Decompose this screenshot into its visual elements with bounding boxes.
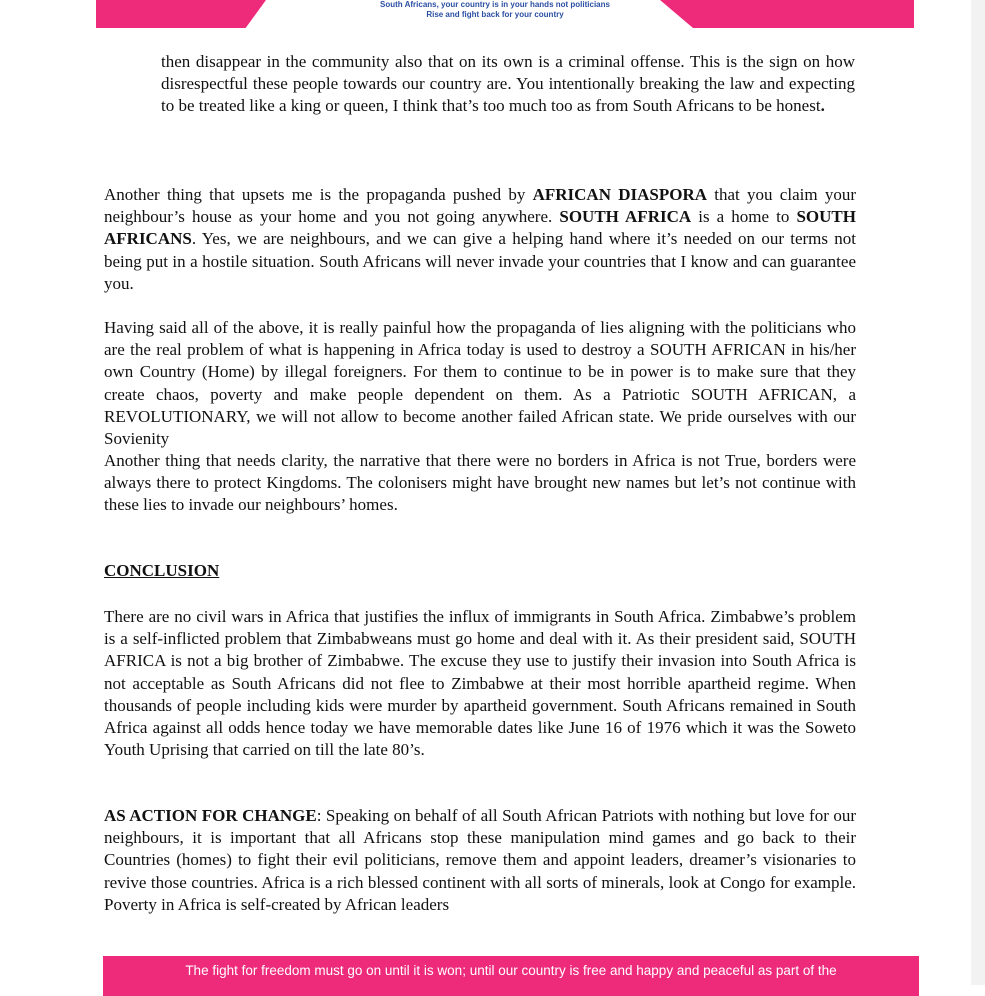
paragraph-4 bbox=[104, 450, 856, 517]
paragraph-6-text: : Speaking on behalf of all South African Patriots with nothing but love for our neighbours, it is important that all Africans stop these manipulation mind games and go back to their Countries (homes) to fight their evil politicians, remove them and appoint leaders, dreamer’s visionaries to revive those countries. Africa is a rich blessed continent with all sorts of minerals, look at Congo for example. Poverty in Africa is self-created by African leaders bbox=[104, 806, 856, 914]
paragraph-2-text-e: is a home to bbox=[691, 207, 797, 227]
paragraph-2-text-c: that you claim your neighbour’s house as your home and you not going anywhere. bbox=[104, 185, 856, 227]
header-tagline-line1: South Africans, your country is in your hands not politicians bbox=[380, 0, 610, 9]
scroll-gutter bbox=[971, 0, 985, 985]
paragraph-5 bbox=[104, 606, 856, 761]
paragraph-4-text: Another thing that needs clarity, the narrative that there were no borders in Africa is not True, borders were always there to protect Kingdoms. The colonisers might have brought new names but let’s not continue with these lies to invade our neighbours’ homes. bbox=[104, 451, 856, 515]
paragraph-2-text-a: Another thing that upsets me is the propaganda pushed by bbox=[104, 185, 533, 204]
footer-quote: The fight for freedom must go on until it is won; until our country is free and happy and peaceful as part of the bbox=[185, 963, 837, 978]
paragraph-5-text: There are no civil wars in Africa that justifies the influx of immigrants in South Africa. Zimbabwe’s problem is a self-inflicted problem that Zimbabweans must go home and deal with it. As their president said, SOUTH AFRICA is not a big brother of Zimbabwe. The excuse they use to justify their invasion into South Africa is not acceptable as South Africans did not flee to Zimbabwe at their most horrible apartheid regime. When thousands of people including kids were murder by apartheid government. South Africans remained in South Africa against all odds hence today we have memorable dates like June 16 of 1976 which it was the Soweto Youth Uprising that carried on till the late 80’s. bbox=[104, 607, 856, 760]
paragraph-3-text: Having said all of the above, it is really painful how the propaganda of lies aligning with the politicians who are the real problem of what is happening in Africa today is used to destroy a SOUTH AFRICAN in his/her own Country (Home) by illegal foreigners. For them to continue to be in power is to make sure that they create chaos, poverty and make people dependent on them. As a Patriotic SOUTH AFRICAN, a REVOLUTIONARY, we will not allow to become another failed African state. We pride ourselves with our Sovienity bbox=[104, 318, 856, 449]
header-banner-right bbox=[660, 0, 914, 28]
header-banner-left bbox=[96, 0, 266, 28]
paragraph-2-bold-south-africans: SOUTH AFRICANS bbox=[104, 207, 856, 249]
paragraph-6 bbox=[104, 805, 856, 916]
paragraph-1-text: then disappear in the community also that on its own is a criminal offense. This is the sign on how disrespectful these people towards our country are. You intentionally breaking the law and expecting to be treated like a king or queen, I think that’s too much too as from South Africans to be honest bbox=[161, 52, 855, 116]
paragraph-2-bold-south-africa: SOUTH AFRICA bbox=[559, 207, 692, 227]
paragraph-2 bbox=[104, 184, 856, 295]
action-for-change-label: AS ACTION FOR CHANGE bbox=[104, 806, 317, 825]
paragraph-1 bbox=[161, 51, 855, 118]
header-tagline bbox=[300, 0, 690, 20]
paragraph-2-bold-diaspora: AFRICAN DIASPORA bbox=[532, 185, 708, 204]
header-tagline-line2: Rise and fight back for your country bbox=[426, 10, 564, 19]
paragraph-2-text-g: . Yes, we are neighbours, and we can give a helping hand where it’s needed on our terms not being put in a hostile situation. South Africans will never invade your countries that I know and can guarantee you. bbox=[104, 229, 856, 293]
paragraph-3 bbox=[104, 317, 856, 450]
footer-banner bbox=[103, 956, 919, 996]
paragraph-1-end: . bbox=[820, 96, 825, 116]
conclusion-heading: CONCLUSION bbox=[104, 561, 220, 580]
